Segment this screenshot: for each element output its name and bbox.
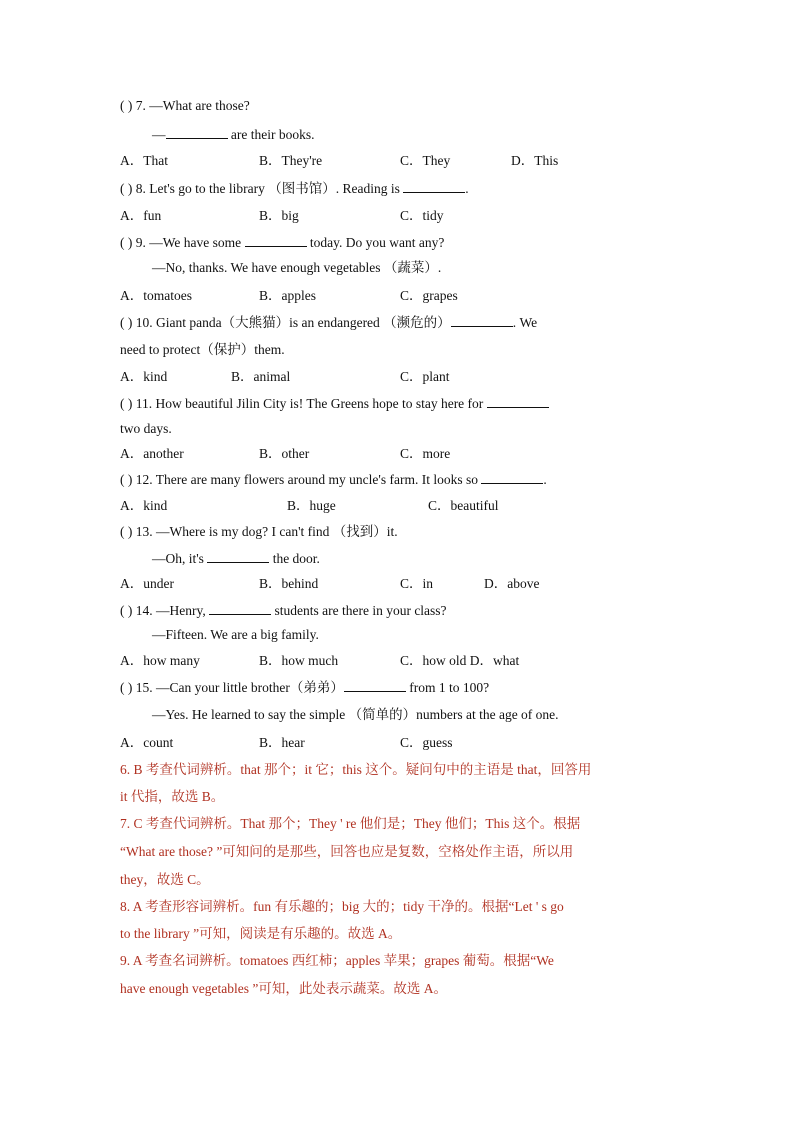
- option-a[interactable]: A．That: [120, 153, 168, 168]
- question-10-line2: need to protect（保护）them.: [120, 342, 285, 357]
- answer-line: 8. A 考查形容词辨析。fun 有乐趣的；big 大的；tidy 干净的。根据“Let ' s go: [120, 899, 564, 914]
- question-13: ( ) 13. —Where is my dog? I can't find （找到）it.: [120, 524, 398, 539]
- question-12-text: ( ) 12. There are many flowers around my uncle's farm. It looks so: [120, 472, 482, 487]
- reply-tail: the door.: [269, 551, 320, 566]
- answer-line: to the library ”可知，阅读是有乐趣的。故选 A。: [120, 926, 402, 941]
- option-c[interactable]: C．plant: [400, 369, 450, 384]
- question-9-reply: —No, thanks. We have enough vegetables （蔬菜）.: [152, 260, 442, 275]
- question-7-text: ( ) 7. —What are those?: [120, 98, 250, 113]
- question-14: [120, 601, 447, 620]
- option-a[interactable]: A．tomatoes: [120, 288, 192, 303]
- option-c[interactable]: C．how old D．what: [400, 653, 520, 668]
- question-15-tail: from 1 to 100?: [405, 680, 490, 695]
- option-a[interactable]: A．how many: [120, 653, 200, 668]
- reply-dash: —: [152, 127, 166, 142]
- option-a[interactable]: A．count: [120, 735, 174, 750]
- question-12-tail: .: [543, 472, 547, 487]
- option-c[interactable]: C．more: [400, 446, 451, 461]
- question-11: [120, 394, 549, 413]
- option-b[interactable]: B．other: [259, 446, 310, 461]
- question-8-tail: .: [465, 181, 469, 196]
- question-13-reply: [152, 549, 320, 568]
- answer-line: 6. B 考查代词辨析。that 那个；it 它；this 这个。疑问句中的主语是 that，回答用: [120, 762, 592, 777]
- question-12: [120, 470, 547, 489]
- question-15-text: ( ) 15. —Can your little brother（弟弟）: [120, 680, 344, 695]
- question-14-tail: students are there in your class?: [271, 603, 447, 618]
- option-b[interactable]: B．how much: [259, 653, 339, 668]
- option-b[interactable]: B．animal: [231, 369, 291, 384]
- question-9-tail: today. Do you want any?: [306, 235, 445, 250]
- answer-line: they，故选 C。: [120, 872, 210, 887]
- answer-blank[interactable]: [344, 678, 406, 692]
- answer-blank[interactable]: [403, 179, 465, 193]
- reply-text: —Oh, it's: [152, 551, 208, 566]
- question-15-reply: —Yes. He learned to say the simple （简单的）numbers at the age of one.: [152, 707, 559, 722]
- option-c[interactable]: C．guess: [400, 735, 453, 750]
- option-c[interactable]: C．grapes: [400, 288, 458, 303]
- reply-tail: are their books.: [227, 127, 315, 142]
- option-c[interactable]: C．in: [400, 576, 434, 591]
- option-a[interactable]: A．another: [120, 446, 184, 461]
- option-c[interactable]: C．tidy: [400, 208, 444, 223]
- question-8: [120, 179, 469, 198]
- answer-line: it 代指，故选 B。: [120, 789, 225, 804]
- answer-line: have enough vegetables ”可知，此处表示蔬菜。故选 A。: [120, 981, 447, 996]
- question-11-line2: two days.: [120, 421, 172, 436]
- question-8-text: ( ) 8. Let's go to the library （图书馆）. Reading is: [120, 181, 404, 196]
- question-7: [120, 97, 250, 115]
- question-10-tail: . We: [512, 315, 538, 330]
- answer-blank[interactable]: [209, 601, 271, 615]
- answer-line: 7. C 考查代词辨析。That 那个；They ' re 他们是；They 他们；This 这个。根据: [120, 816, 581, 831]
- question-14-text: ( ) 14. —Henry,: [120, 603, 210, 618]
- question-9-text: ( ) 9. —We have some: [120, 235, 245, 250]
- question-7-reply: [152, 125, 314, 144]
- answer-line: 9. A 考查名词辨析。tomatoes 西红柿；apples 苹果；grapes 葡萄。根据“We: [120, 953, 554, 968]
- answer-blank[interactable]: [166, 125, 228, 139]
- question-9: [120, 233, 444, 252]
- option-b[interactable]: B．apples: [259, 288, 316, 303]
- option-b[interactable]: B．behind: [259, 576, 319, 591]
- option-b[interactable]: B．huge: [287, 498, 336, 513]
- option-b[interactable]: B．They're: [259, 153, 323, 168]
- answer-line: “What are those? ”可知问的是那些，回答也应是复数，空格处作主语，所以用: [120, 844, 574, 859]
- answer-blank[interactable]: [481, 470, 543, 484]
- question-15: [120, 678, 489, 697]
- option-d[interactable]: D．above: [484, 576, 540, 591]
- question-10: [120, 313, 537, 332]
- question-14-reply: —Fifteen. We are a big family.: [152, 627, 319, 642]
- question-11-text: ( ) 11. How beautiful Jilin City is! The Greens hope to stay here for: [120, 396, 487, 411]
- option-b[interactable]: B．hear: [259, 735, 305, 750]
- answer-blank[interactable]: [487, 394, 549, 408]
- option-a[interactable]: A．kind: [120, 369, 168, 384]
- answer-blank[interactable]: [451, 313, 513, 327]
- option-a[interactable]: A．fun: [120, 208, 162, 223]
- option-c[interactable]: C．beautiful: [428, 498, 499, 513]
- option-a[interactable]: A．kind: [120, 498, 168, 513]
- option-d[interactable]: D．This: [511, 153, 559, 168]
- option-a[interactable]: A．under: [120, 576, 174, 591]
- option-c[interactable]: C．They: [400, 153, 451, 168]
- question-10-text: ( ) 10. Giant panda（大熊猫）is an endangered （濒危的）: [120, 315, 451, 330]
- answer-blank[interactable]: [245, 233, 307, 247]
- answer-blank[interactable]: [207, 549, 269, 563]
- option-b[interactable]: B．big: [259, 208, 299, 223]
